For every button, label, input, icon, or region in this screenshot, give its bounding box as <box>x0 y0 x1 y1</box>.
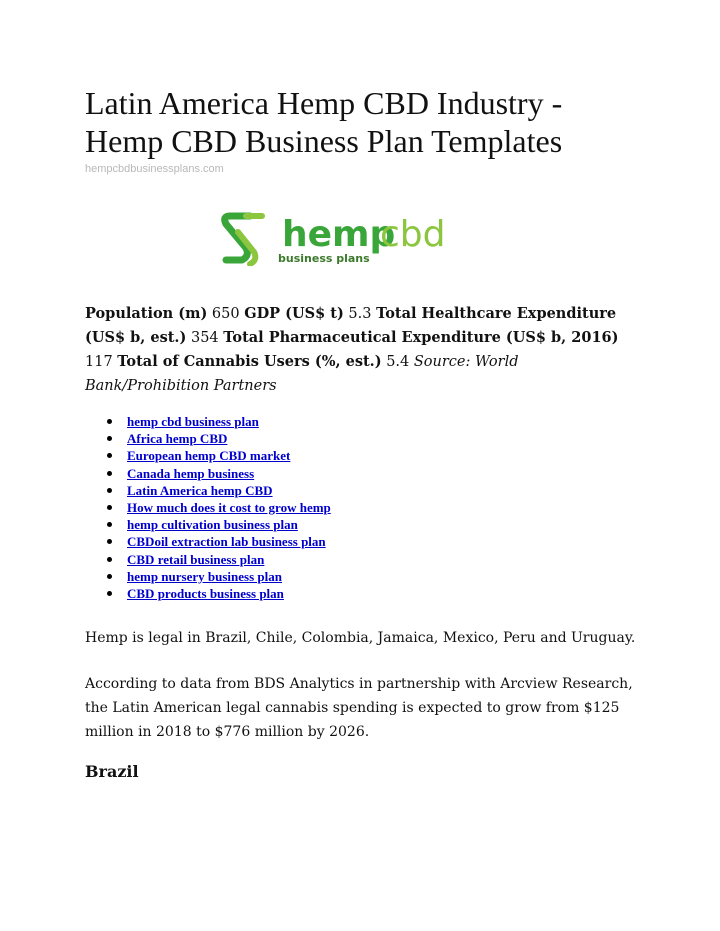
link-africa-hemp-cbd[interactable]: Africa hemp CBD <box>127 431 228 447</box>
link-canada-hemp-business[interactable]: Canada hemp business <box>127 465 255 481</box>
stat-label: GDP (US$ t) <box>244 305 344 322</box>
link-latin-america-hemp-cbd[interactable]: Latin America hemp CBD <box>127 482 273 498</box>
list-item <box>127 447 331 464</box>
stat-label: Total of Cannabis Users (%, est.) <box>117 353 382 370</box>
related-links-list <box>85 413 331 602</box>
market-growth-paragraph: According to data from BDS Analytics in partnership with Arcview Research, the Latin American legal cannabis spending is expected to grow from $125 million in 2018 to $776 million by 2026. <box>85 676 633 740</box>
list-item <box>127 465 331 482</box>
list-item <box>127 516 331 533</box>
country-stats <box>85 302 635 398</box>
stats-source: Source: World Bank/Prohibition Partners <box>85 354 519 394</box>
legal-countries-paragraph: Hemp is legal in Brazil, Chile, Colombia, Jamaica, Mexico, Peru and Uruguay. <box>85 630 636 646</box>
list-item <box>127 413 331 430</box>
logo-word-cbd: cbd <box>380 214 446 255</box>
list-item <box>127 568 331 585</box>
stat-value: 354 <box>190 330 219 346</box>
list-item <box>127 430 331 447</box>
stat-value: 5.3 <box>348 306 372 322</box>
section-heading-brazil: Brazil <box>85 762 139 781</box>
stat-label: Total Pharmaceutical Expenditure (US$ b, 2016) <box>223 329 619 346</box>
logo-mark-icon <box>225 216 262 264</box>
stat-label: Total Healthcare Expenditure (US$ b, est.) <box>85 305 617 346</box>
list-item <box>127 499 331 516</box>
link-european-hemp-cbd-market[interactable]: European hemp CBD market <box>127 448 291 464</box>
list-item <box>127 551 331 568</box>
logo-tagline: business plans <box>278 252 370 265</box>
hempcbd-logo-graphic <box>220 210 460 266</box>
link-cbd-products-business-plan[interactable]: CBD products business plan <box>127 586 284 602</box>
hempcbd-logo <box>220 210 460 266</box>
list-item <box>127 585 331 602</box>
link-cbdoil-extraction-lab[interactable]: CBDoil extraction lab business plan <box>127 534 326 550</box>
stat-value: 117 <box>85 354 113 370</box>
list-item <box>127 533 331 550</box>
link-hemp-cbd-business-plan[interactable]: hemp cbd business plan <box>127 414 259 429</box>
link-hemp-cultivation-business-plan[interactable]: hemp cultivation business plan <box>127 517 298 533</box>
link-hemp-nursery-business-plan[interactable]: hemp nursery business plan <box>127 568 282 584</box>
stat-value: 650 <box>211 306 240 322</box>
list-item <box>127 482 331 499</box>
page-title: Latin America Hemp CBD Industry - Hemp CBD Business Plan Templates <box>85 85 563 159</box>
source-url: hempcbdbusinessplans.com <box>85 163 224 175</box>
link-cost-to-grow-hemp[interactable]: How much does it cost to grow hemp <box>127 500 331 516</box>
stat-value: 5.4 <box>386 354 410 370</box>
stat-label: Population (m) <box>85 305 208 322</box>
logo-word-hemp: hemp <box>282 214 396 255</box>
link-cbd-retail-business-plan[interactable]: CBD retail business plan <box>127 551 265 567</box>
